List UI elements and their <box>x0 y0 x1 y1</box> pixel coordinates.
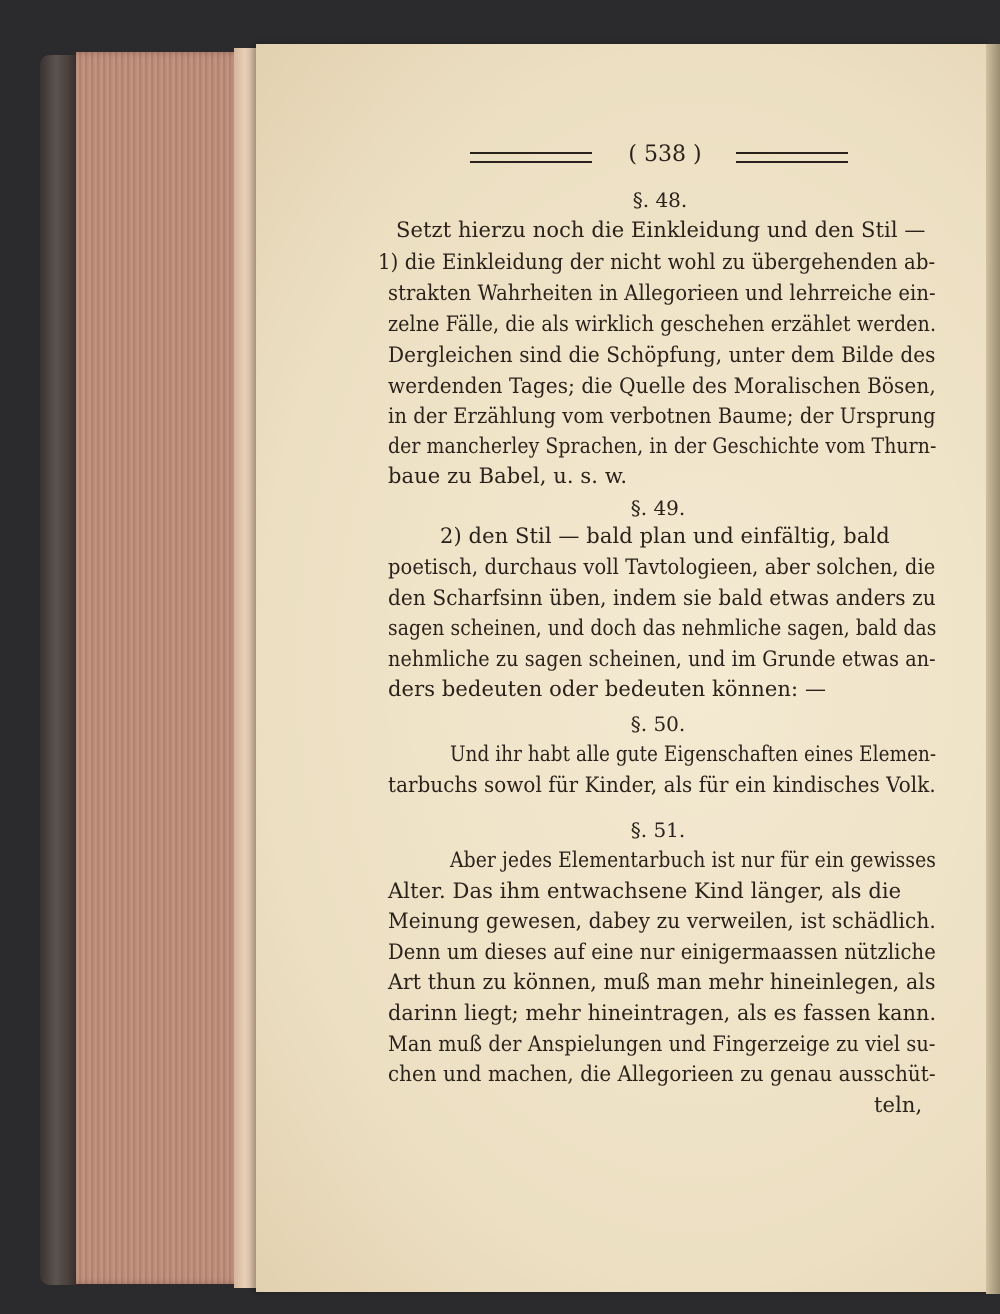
text-line: baue zu Babel, u. s. w. <box>388 464 628 488</box>
text-line: Dergleichen sind die Schöpfung, unter dem Bilde des <box>388 343 936 367</box>
header-rule-left <box>470 152 592 163</box>
text-line: Alter. Das ihm entwachsene Kind länger, als die <box>388 879 902 903</box>
section-heading: §. 49. <box>630 496 686 520</box>
page-right-edge <box>986 44 1000 1294</box>
text-line: chen und machen, die Allegorieen zu genau ausschüt- <box>388 1062 936 1086</box>
page-number: ( 538 ) <box>628 142 702 167</box>
book-spine <box>40 55 80 1285</box>
text-line: der mancherley Sprachen, in der Geschichte vom Thurn- <box>388 434 937 458</box>
page-header <box>470 140 850 176</box>
header-rule-right <box>736 152 848 163</box>
text-line: den Scharfsinn üben, indem sie bald etwas anders zu <box>388 586 936 610</box>
text-line: Aber jedes Elementarbuch ist nur für ein gewisses <box>450 848 937 872</box>
text-line: Und ihr habt alle gute Eigenschaften eines Elemen- <box>450 742 937 766</box>
page-stack-edge <box>76 52 246 1284</box>
text-line: poetisch, durchaus voll Tavtologieen, aber solchen, die <box>388 555 936 579</box>
text-line: 1) die Einkleidung der nicht wohl zu übergehenden ab- <box>378 250 936 274</box>
text-line: ders bedeuten oder bedeuten können: — <box>388 677 827 701</box>
text-line: zelne Fälle, die als wirklich geschehen erzählet werden. <box>388 312 937 336</box>
text-line: 2) den Stil — bald plan und einfältig, bald <box>440 524 890 548</box>
section-heading: §. 50. <box>630 712 686 736</box>
section-heading: §. 48. <box>632 188 688 212</box>
text-line: darinn liegt; mehr hineintragen, als es fassen kann. <box>388 1001 937 1025</box>
text-line: nehmliche zu sagen scheinen, und im Grunde etwas an- <box>388 647 936 671</box>
text-line: in der Erzählung vom verbotnen Baume; der Ursprung <box>388 404 936 428</box>
text-line: werdenden Tages; die Quelle des Moralischen Bösen, <box>388 374 936 398</box>
text-line: Art thun zu können, muß man mehr hineinlegen, als <box>388 970 936 994</box>
catchword: teln, <box>874 1093 923 1117</box>
section-heading: §. 51. <box>630 818 686 842</box>
text-line: Man muß der Anspielungen und Fingerzeige zu viel su- <box>388 1032 936 1056</box>
text-line: Denn um dieses auf eine nur einigermaassen nützliche <box>388 940 936 964</box>
text-line: tarbuchs sowol für Kinder, als für ein kindisches Volk. <box>388 773 936 797</box>
text-line: sagen scheinen, und doch das nehmliche sagen, bald das <box>388 616 937 640</box>
text-line: Setzt hierzu noch die Einkleidung und den Stil — <box>396 218 926 242</box>
text-line: strakten Wahrheiten in Allegorieen und lehrreiche ein- <box>388 281 936 305</box>
text-line: Meinung gewesen, dabey zu verweilen, ist schädlich. <box>388 909 936 933</box>
